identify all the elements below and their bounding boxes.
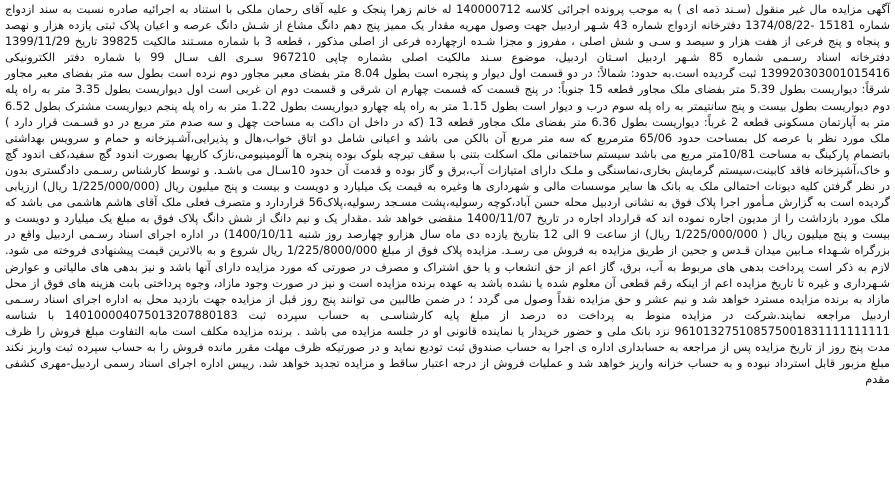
auction-notice-text: آگهی مزایده مال غیر منقول (سـند ذمه ای ) به موجب پرونده اجرائی کلاسه 140000712 له خانم زهرا پنجک و علیه آقای رحمان ملکی با استناد به اجرائیه صادره نسبت به سند ازدواج شماره 15181 -1374/08/22 دفترخانه ازدواج شماره 43 شـهر اردبیل جهت وصول مهریه مقدار یک ممیز پنج دهم دانگ مشاع از شـش دانگ عرصه و اعیان پلاک ثبتی یازده هزار و نهصد و پنجاه و پنج فرعی از هفت هزار و سیصد و سـی و شش اصلی ، مفروز و مجزا شـده ازچهارده فرعی از اصلی مذکور ، قطعه 3 با شماره مسـتند مالکیت 39825 تاریخ 1399/11/29 دفترخانه اسناد رسـمی شماره 85 شـهر اردبیل اسـتان اردبیل، موضوع سـند مالکیت اصلی بشماره چاپی 967210 سـری الف سـال 99 با شماره دفتر الکترونیکی 139920303001015416 ثبت گردیده است.به حدود: شمالاً: در دو قسمت اول دیوار و پنجره است بطول 8.04 متر بفضای معبر مجاور دوم نرده است بطول سه متر بفضای معبر مجاور شرقاً: دیواریست بطول 5.39 متر بفضای ملک مجاور قطعه 15 جنوباً: در پنج قسمت که قسمت چهارم ان شرقی و قسمت دوم ان غربی است اول دیواریست بطول 3.35 متر به راه پله دوم دیواریست بطول بیست و پنج سانتیمتر به راه پله سوم درب و دیوار است بطول 1.15 متر به راه پله چهارو دیواریست بطول 1.22 متر به راه پله پنجم دیواریست مشترک بطول 6.52 متر به آپارتمان مسکونی قطعه 2 غرباً: دیواریست بطول 6.36 متر بفضای ملک مجاور قطعه 13 (که در داخل ان داکت به مساحت چهل و سه صدم متر مربع در دو قسـمت قرار دارد ) ملک مورد نظر با عرصه کل بمساحت حدود 65/06 مترمربع که سه متر مربع آن بالکن می باشد و اعیانی شامل دو اتاق خواب،هال و پذیرایی،آشـپزخانه و حمام و سرویس بهداشتی باتضمام پارکینگ به مساحت 10/81متر مربع می باشد سیستم ساختمانی ملک اسکلت بتنی با سقف تیرچه بلوک بوده پنجره ها آلومینیومی،نازک کاریها بصورت اندود گچ سفید،کف اندود گچ و خاک،آشپزخانه فاقد کابینت،سیستم گرمایش بخاری،نماسنگی و ملـک دارای امتیازات آب،برق و گاز بوده و قدمت آن حدود 10سـال می باشـد. و توسط کارشناس رسـمی دادگستری بدون در نظر گرفتن کلیه دیونات احتمالی ملک به بانک ها سایر موسسات مالی و شهرداری ها وغیره به قیمت یک میلیارد و دویست و بیست و پنج میلیون ریال (1/225/000/000 ریال) ارزیابی گردیده است به گزارش مـأمور اجرا پلاک فوق به نشانی اردبیل محله حسن آباد،کوچه رسولیه،پشت مسـجد رسولیه،پلاک56 قراردارد و متصرف فعلی ملک آقای هاشم هاشمی می باشد که ملک مورد بازداشت را از مدیون اجاره نموده اند که قرارداد اجاره در تاریخ 1400/11/07 منقضی خواهد شد .مقدار یک و نیم دانگ از شش دانگ پلاک فوق به مبلغ یک میلیارد و دویست و بیست و پنج میلیون ریال ( 1/225/000/000 ریال) از ساعت 9 الی 12 بتاریخ یازده دی ماه سال هزارو چهارصد روز شنبه 1400/10/11) در اداره اجرای اسناد رسـمی اردبیل واقع در بزرگراه شـهداء مـابین میدان قـدس و جحین از طریق مزایده به فروش می رسـد. مزایده پلاک فوق از مبلغ 1/225/8000/000 ریال شروع و به بالاترین قیمت پیشنهادی فروخته می شود. لازم به ذکر است پرداخت بدهی های مربوط به آب، برق، گاز اعم از حق انشعاب و یا حق اشتراک و مصرف در صورتی که مورد مزایده دارای آنها باشد و نیز بدهی های مالیاتی و عوارض شـهرداری و غیره تا تاریخ مزایده اعم از اینکه رقم قطعی آن معلوم شده یا نشده باشد به عهده برنده مزایده است و نیز در صورت وجود مازاد، وجوه پرداختی بابت هزینه های فوق از محل مازاد به برنده مزایده مسترد خواهد شد و نیم عشر و حق مزایده نقداً وصول می گردد ؛ در ضمن طالبین می توانند پنج روز قبل از مزایده جهت بازدید محل به اداره اجرای اسناد رسـمی اردبیل مراجعه نمایند.شرکت در مزایده منوط به پرداخت ده درصد از مبلغ پایه کارشناسـی به حساب سپرده ثبت 140100004075013207880183 با شناسه 961013275108575001831111111111 نزد بانک ملی و حضور خریدار یا نماینده قانونی او در جلسه مزایده می باشد . برنده مزایده مکلف است مابه التفاوت مبلغ فروش را ظرف مدت پنج روز از تاریخ مزایده پس از مراجعه به حسابداری اداره ی اجرا به حساب صندوق ثبت تودیع نماید و در صورتیکه ظرف مهلت مقرر مانده فروش را به حساب سپرده ثبت واریز نکند مبلغ مزبور قابل استرداد نبوده و به حساب خزانه واریز خواهد شد و عملیات فروش از درجه اعتبار ساقط و مزایده تجدید خواهد شد. رییس اداره اجرای اسناد رسمی اردبیل-مهری کشفی مقدم bbox=[5, 3, 891, 387]
